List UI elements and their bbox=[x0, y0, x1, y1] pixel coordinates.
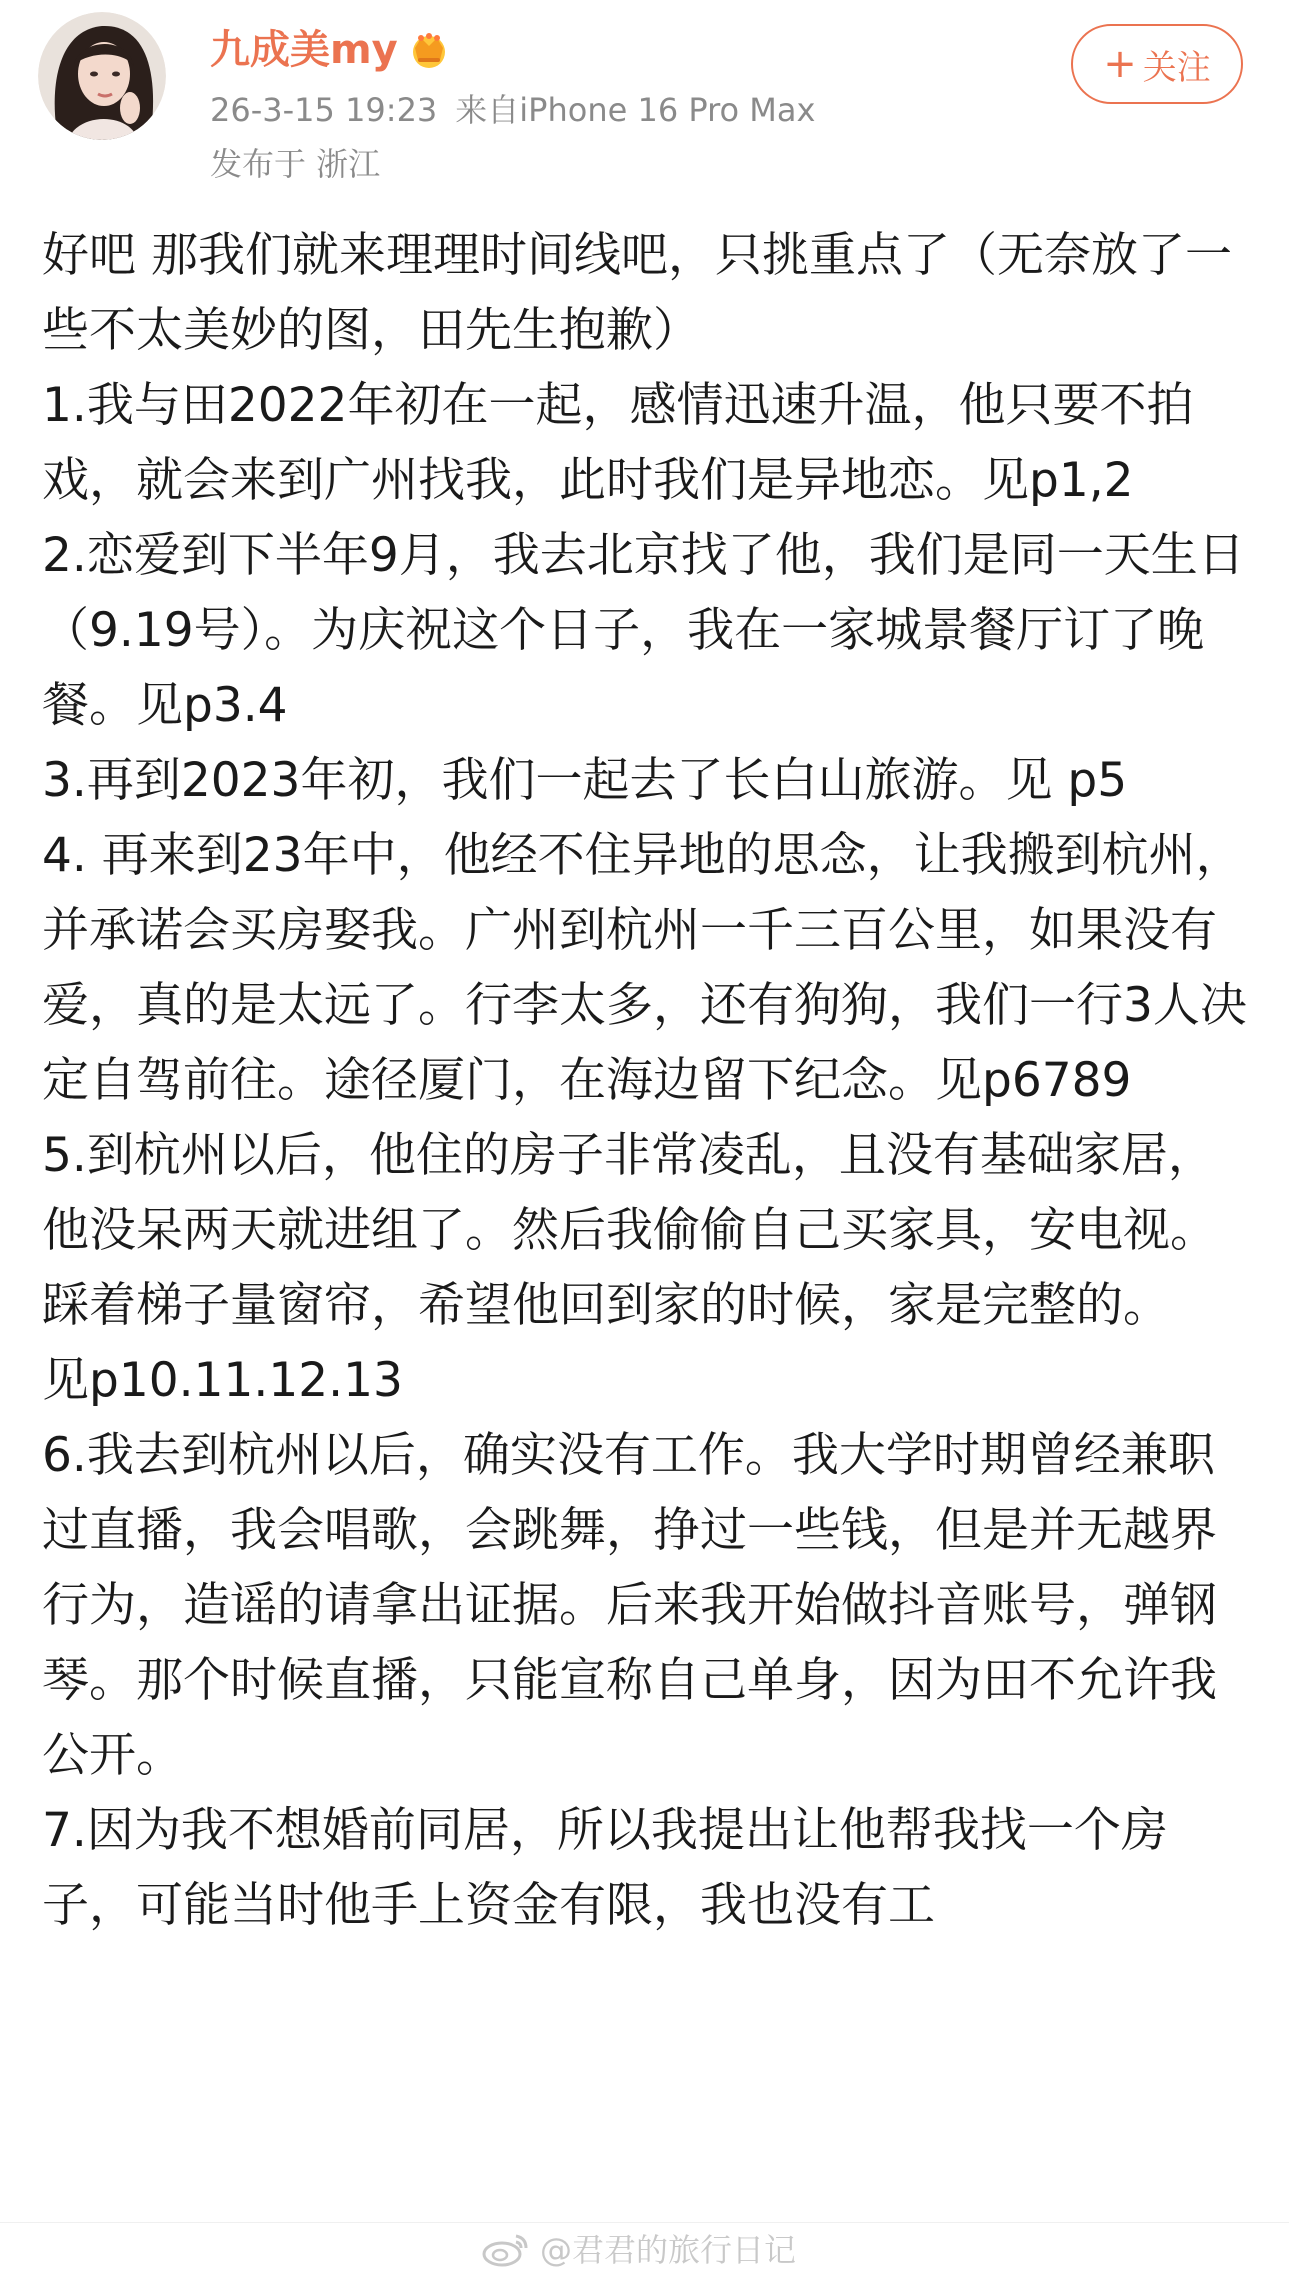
post-paragraph: 4. 再来到23年中，他经不住异地的思念，让我搬到杭州，并承诺会买房娶我。广州到杭州一千三百公里，如果没有爱，真的是太远了。行李太多，还有狗狗，我们一行3人决定自驾前往。途径厦门，在海边留下纪念。见p6789 bbox=[42, 828, 1247, 1108]
post-paragraph: 1.我与田2022年初在一起，感情迅速升温，他只要不拍戏，就会来到广州找我，此时我们是异地恋。见p1,2 bbox=[42, 378, 1194, 508]
post-location: 发布于 浙江 bbox=[210, 145, 381, 183]
post-paragraph: 好吧 那我们就来理理时间线吧，只挑重点了（无奈放了一些不太美妙的图，田先生抱歉） bbox=[42, 228, 1232, 358]
watermark-text: @君君的旅行日记 bbox=[540, 2231, 797, 2269]
post-paragraph: 5.到杭州以后，他住的房子非常凌乱，且没有基础家居，他没呆两天就进组了。然后我偷偷自己买家具，安电视。踩着梯子量窗帘，希望他回到家的时候，家是完整的。 bbox=[42, 1128, 1217, 1333]
post-paragraph: 2.恋爱到下半年9月，我去北京找了他，我们是同一天生日（9.19号）。为庆祝这个日子，我在一家城景餐厅订了晚餐。见p3.4 bbox=[42, 528, 1245, 733]
post-paragraph: 见p10.11.12.13 bbox=[42, 1353, 403, 1408]
plus-icon: + bbox=[1103, 41, 1137, 87]
weibo-icon bbox=[480, 2228, 532, 2268]
post-paragraph: 6.我去到杭州以后，确实没有工作。我大学时期曾经兼职过直播，我会唱歌，会跳舞，挣过一些钱，但是并无越界行为，造谣的请拿出证据。后来我开始做抖音账号，弹钢琴。那个时候直播，只能宣称自己单身，因为田不允许我公开。 bbox=[42, 1428, 1217, 1783]
post-paragraph: 3.再到2023年初，我们一起去了长白山旅游。见 p5 bbox=[42, 753, 1128, 808]
follow-button[interactable] bbox=[1071, 24, 1243, 104]
author-name-row[interactable] bbox=[210, 22, 452, 78]
post-paragraph: 7.因为我不想婚前同居，所以我提出让他帮我找一个房子，可能当时他手上资金有限，我也没有工 bbox=[42, 1803, 1168, 1933]
post-header bbox=[0, 0, 1289, 200]
crown-icon bbox=[406, 30, 452, 70]
post-time: 26-3-15 19:23 bbox=[210, 91, 438, 129]
post-meta bbox=[210, 88, 815, 132]
post-content bbox=[42, 218, 1252, 1943]
author-name[interactable]: 九成美my bbox=[210, 27, 398, 73]
avatar[interactable] bbox=[38, 12, 166, 140]
avatar-image bbox=[38, 12, 166, 140]
watermark bbox=[480, 2224, 796, 2272]
divider bbox=[0, 2222, 1289, 2223]
post-source: 来自iPhone 16 Pro Max bbox=[455, 91, 816, 129]
follow-label: 关注 bbox=[1142, 47, 1211, 88]
